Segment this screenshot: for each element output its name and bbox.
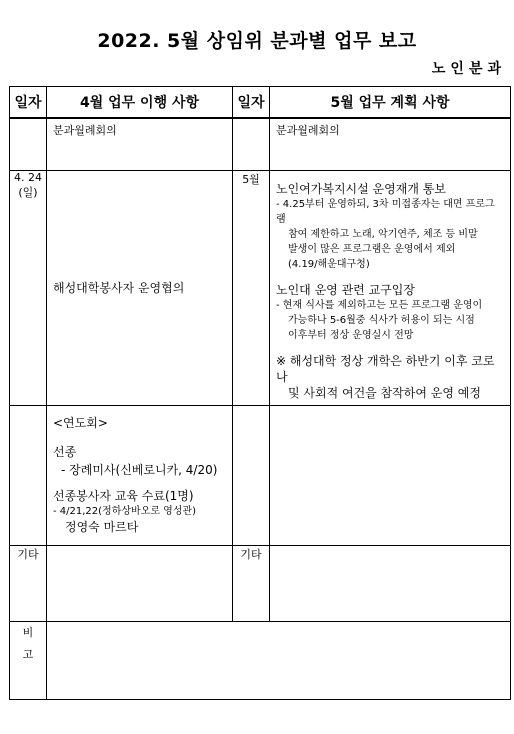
plan-note-line2: 및 사회적 여건을 참작하여 운영 예정 (288, 385, 481, 400)
row1-right-content (270, 118, 511, 170)
section1-title: 선종 (53, 444, 77, 459)
row1-right-date (233, 118, 270, 170)
plan-item2-line2: 가능하나 5-6월중 식사가 허용이 되는 시점 (288, 314, 475, 326)
plan-note-line1: ※ 해성대학 정상 개학은 하반기 이후 코로나 (276, 353, 495, 384)
plan-item1-line1: - 4.25부터 운영하되, 3차 미접종자는 대면 프로그램 (276, 198, 495, 225)
plan-item1-line4: (4.19/해운대구청) (288, 258, 370, 270)
remarks-label-line2: 고 (22, 647, 34, 661)
section2-line2: 정영숙 마르타 (65, 519, 139, 534)
table-row (10, 170, 511, 405)
plan-item2-title: 노인대 운영 관련 교구입장 (276, 282, 415, 297)
row1-left-date (10, 118, 47, 170)
row3-left-date (10, 405, 47, 545)
row3-right-date (233, 405, 270, 545)
row3-right-content (270, 405, 511, 545)
table-row (10, 405, 511, 545)
row2-left-text: 해성대학봉사자 운영협의 (53, 280, 185, 295)
plan-item1-title: 노인여가복지시설 운영재개 통보 (276, 181, 446, 196)
page-title: 2022. 5월 상임위 분과별 업무 보고 (97, 30, 417, 52)
section2-line1: - 4/21,22(정하상바오로 영성관) (53, 505, 197, 517)
row1-left-content (47, 118, 233, 170)
etc-label-right: 기타 (240, 547, 262, 561)
remarks-label-line1: 비 (22, 625, 34, 639)
remarks-content (47, 621, 511, 699)
table-row (10, 621, 511, 699)
plan-item2-line3: 이후부터 정상 운영실시 전망 (288, 329, 414, 341)
row1-right-text: 분과월례회의 (276, 124, 340, 137)
yeondohoe-heading: <연도회> (53, 415, 108, 430)
plan-item1-line2: 참여 제한하고 노래, 악기연주, 체조 등 비말 (288, 228, 478, 240)
row2-left-content (47, 170, 233, 405)
department-label: 노인분과 (431, 61, 506, 77)
remarks-label (10, 621, 47, 699)
plan-item2-line1: - 현재 식사를 제외하고는 모든 프로그램 운영이 (276, 299, 483, 311)
table-header-row (10, 87, 511, 119)
plan-item1-line3: 발생이 많은 프로그램은 운영에서 제외 (288, 243, 456, 255)
row2-right-date (233, 170, 270, 405)
table-row (10, 545, 511, 621)
row4-right-label (233, 545, 270, 621)
etc-label-left: 기타 (17, 547, 39, 561)
section1-line1: - 장례미사(신베로니카, 4/20) (61, 462, 218, 477)
report-table (9, 86, 511, 700)
row2-right-content (270, 170, 511, 405)
header-date-left: 일자 (10, 87, 47, 119)
table-row (10, 118, 511, 170)
header-may-plans: 5월 업무 계획 사항 (270, 87, 511, 119)
row4-right-content (270, 545, 511, 621)
row2-left-date (10, 170, 47, 405)
section2-title: 선종봉사자 교육 수료(1명) (53, 488, 194, 503)
row4-left-content (47, 545, 233, 621)
header-date-right: 일자 (233, 87, 270, 119)
row1-left-text: 분과월례회의 (53, 124, 117, 137)
row3-left-content (47, 405, 233, 545)
row2-left-date-line1: 4. 24 (14, 170, 42, 184)
header-april-activities: 4월 업무 이행 사항 (47, 87, 233, 119)
row4-left-label (10, 545, 47, 621)
row2-right-date-text: 5월 (242, 172, 260, 186)
row2-left-date-line2: (일) (18, 185, 38, 199)
